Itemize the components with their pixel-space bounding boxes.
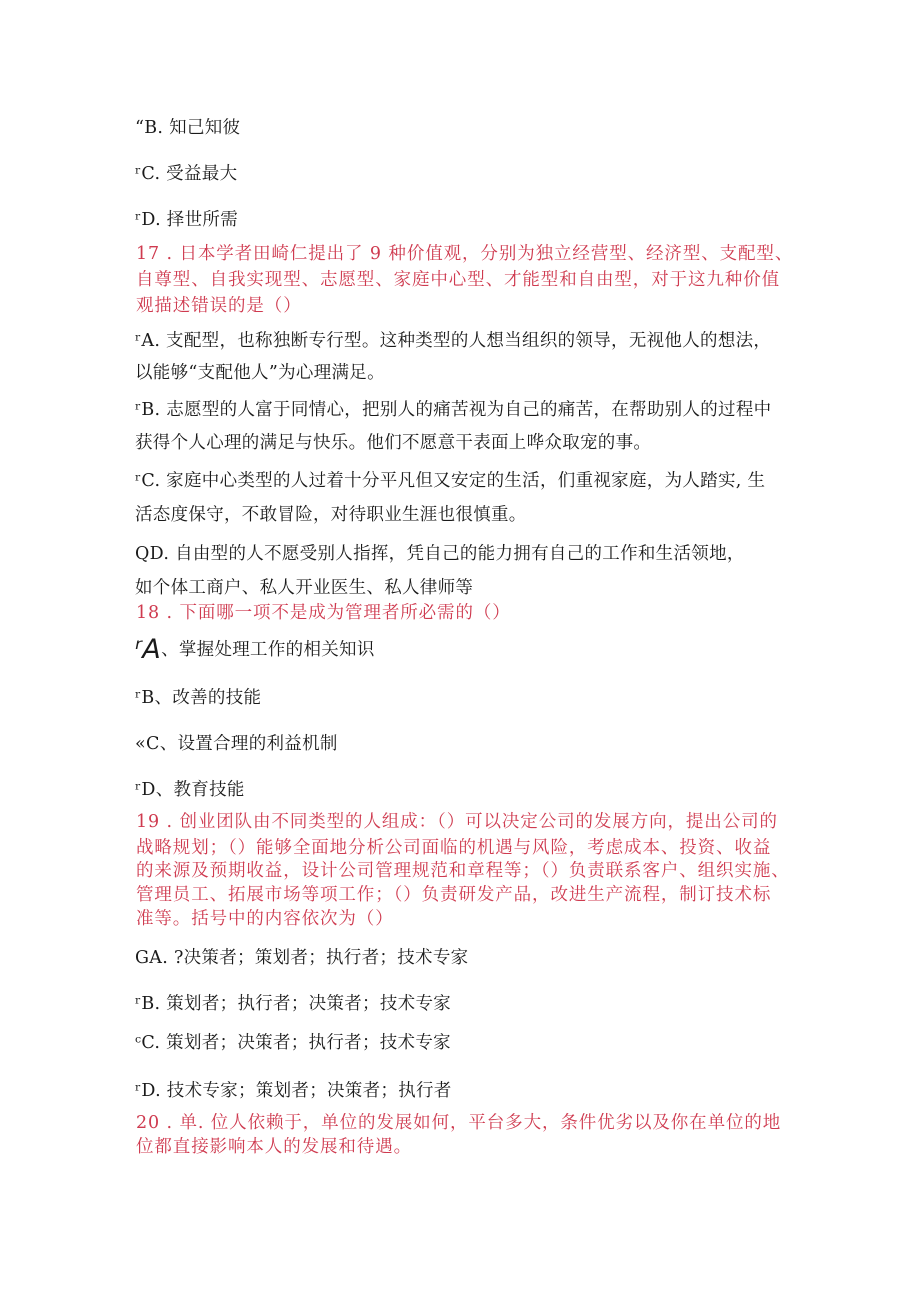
q18-option-b: ʳB、改善的技能 — [135, 688, 262, 708]
option-d-prev: ʳD. 择世所需 — [135, 210, 239, 230]
q18-option-a-prefix: ʳA — [135, 634, 162, 665]
q18-option-c: «C、设置合理的利益机制 — [135, 734, 338, 754]
q19-option-b: ʳB. 策划者；执行者；决策者；技术专家 — [135, 994, 452, 1014]
q18-option-a-text: 、掌握处理工作的相关知识 — [161, 640, 375, 660]
option-b-prev: “B. 知己知彼 — [135, 118, 241, 138]
q17-option-b-line-2: 获得个人心理的满足与快乐。他们不愿意干表面上哗众取宠的事。 — [135, 433, 652, 453]
q17-option-d-line-1: QD. 自由型的人不愿受别人指挥，凭自己的能力拥有自己的工作和生活领地， — [135, 544, 745, 564]
q17-option-c-line-1: ʳC. 家庭中心类型的人过着十分平凡但又安定的生活，们重视家庭，为人踏实, 生 — [135, 471, 766, 491]
q18-stem: 18 . 下面哪一项不是成为管理者所必需的（） — [136, 603, 511, 623]
q19-stem-line-2: 战略规划；（）能够全面地分析公司面临的机遇与风险，考虑成本、投资、收益 — [136, 838, 772, 858]
q19-option-c: ᶜC. 策划者；决策者；执行者；技术专家 — [135, 1033, 451, 1053]
q19-option-a: GA. ?决策者；策划者；执行者；技术专家 — [135, 948, 469, 968]
q17-stem-line-3: 观描述错误的是（） — [136, 296, 302, 316]
q19-option-d: ʳD. 技术专家；策划者；决策者；执行者 — [135, 1081, 452, 1101]
q17-option-a-line-1: ʳA. 支配型，也称独断专行型。这种类型的人想当组织的领导，无视他人的想法， — [135, 331, 772, 351]
q17-option-d-line-2: 如个体工商户、私人开业医生、私人律师等 — [135, 578, 474, 598]
q18-option-d: ʳD、教育技能 — [135, 780, 245, 800]
q19-stem-line-5: 准等。括号中的内容依次为（） — [136, 909, 394, 929]
q17-stem-line-1: 17 . 日本学者田崎仁提出了 9 种价值观，分别为独立经营型、经济型、支配型、 — [136, 244, 794, 264]
q17-option-a-line-2: 以能够“支配他人”为心理满足。 — [135, 363, 385, 383]
q20-stem-line-2: 位都直接影响本人的发展和待遇。 — [136, 1137, 412, 1157]
q19-stem-line-3: 的来源及预期收益，设计公司管理规范和章程等；（）负责联系客户、组织实施、 — [136, 861, 790, 881]
q17-option-b-line-1: ʳB. 志愿型的人富于同情心，把别人的痛苦视为自己的痛苦，在帮助别人的过程中 — [135, 400, 772, 420]
q18-option-a — [135, 634, 375, 665]
option-c-prev: ʳC. 受益最大 — [135, 164, 238, 184]
q17-stem-line-2: 自尊型、自我实现型、志愿型、家庭中心型、才能型和自由型，对于这九种价值 — [136, 270, 780, 290]
q20-stem-line-1: 20 . 单. 位人依赖于，单位的发展如何，平台多大，条件优劣以及你在单位的地 — [136, 1113, 782, 1133]
q19-stem-line-4: 管理员工、拓展市场等项工作；（）负责研发产品，改进生产流程，制订技术标 — [136, 885, 772, 905]
q19-stem-line-1: 19 . 创业团队由不同类型的人组成：（）可以决定公司的发展方向，提出公司的 — [136, 812, 778, 832]
q17-option-c-line-2: 活态度保守，不敢冒险，对待职业生涯也很慎重。 — [135, 505, 527, 525]
